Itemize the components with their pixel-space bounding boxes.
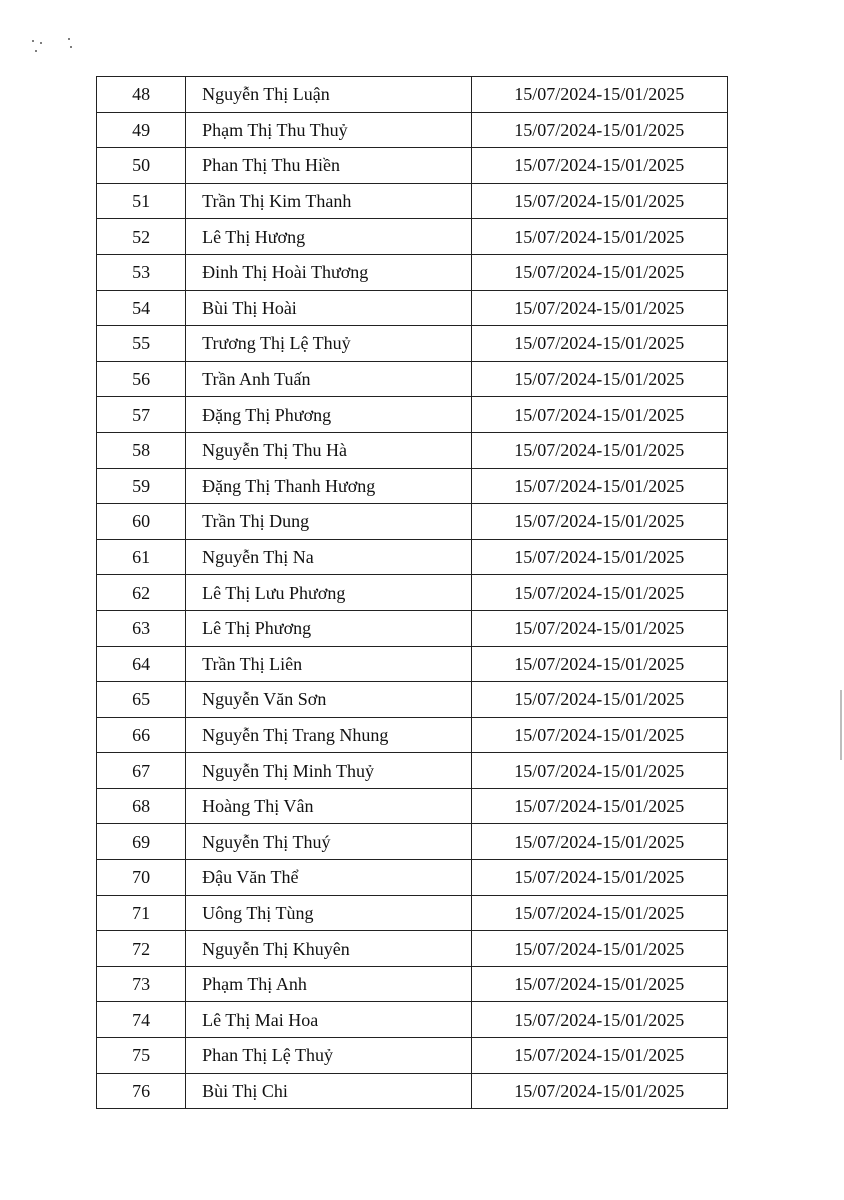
- employee-name: Nguyễn Thị Na: [186, 539, 471, 575]
- employee-name: Nguyễn Thị Trang Nhung: [186, 717, 471, 753]
- employee-name: Trương Thị Lệ Thuỷ: [186, 326, 471, 362]
- table-row: [97, 183, 728, 219]
- employee-name: Đậu Văn Thể: [186, 860, 471, 896]
- date-period: 15/07/2024-15/01/2025: [471, 860, 727, 896]
- date-period: 15/07/2024-15/01/2025: [471, 788, 727, 824]
- date-period: 15/07/2024-15/01/2025: [471, 824, 727, 860]
- employee-name: Nguyễn Thị Thuý: [186, 824, 471, 860]
- table-row: [97, 1002, 728, 1038]
- table-row: [97, 397, 728, 433]
- table-row: [97, 966, 728, 1002]
- date-period: 15/07/2024-15/01/2025: [471, 1002, 727, 1038]
- date-period: 15/07/2024-15/01/2025: [471, 432, 727, 468]
- date-period: 15/07/2024-15/01/2025: [471, 610, 727, 646]
- table-row: [97, 1038, 728, 1074]
- row-number: 53: [97, 254, 186, 290]
- row-number: 48: [97, 77, 186, 113]
- date-period: 15/07/2024-15/01/2025: [471, 966, 727, 1002]
- table-row: [97, 539, 728, 575]
- table-row: [97, 1073, 728, 1109]
- date-period: 15/07/2024-15/01/2025: [471, 326, 727, 362]
- table-row: [97, 717, 728, 753]
- table-row: [97, 326, 728, 362]
- row-number: 75: [97, 1038, 186, 1074]
- employee-name: Nguyễn Thị Khuyên: [186, 931, 471, 967]
- employee-name: Bùi Thị Hoài: [186, 290, 471, 326]
- row-number: 70: [97, 860, 186, 896]
- date-period: 15/07/2024-15/01/2025: [471, 219, 727, 255]
- row-number: 54: [97, 290, 186, 326]
- employee-name: Lê Thị Hương: [186, 219, 471, 255]
- date-period: 15/07/2024-15/01/2025: [471, 575, 727, 611]
- table-row: [97, 824, 728, 860]
- row-number: 71: [97, 895, 186, 931]
- table-row: [97, 77, 728, 113]
- row-number: 60: [97, 504, 186, 540]
- row-number: 52: [97, 219, 186, 255]
- employee-name: Nguyễn Văn Sơn: [186, 682, 471, 718]
- employee-name: Bùi Thị Chi: [186, 1073, 471, 1109]
- date-period: 15/07/2024-15/01/2025: [471, 397, 727, 433]
- table-row: [97, 895, 728, 931]
- table-row: [97, 860, 728, 896]
- table-row: [97, 610, 728, 646]
- row-number: 65: [97, 682, 186, 718]
- row-number: 50: [97, 148, 186, 184]
- table-row: [97, 361, 728, 397]
- row-number: 73: [97, 966, 186, 1002]
- date-period: 15/07/2024-15/01/2025: [471, 717, 727, 753]
- employee-name: Trần Thị Kim Thanh: [186, 183, 471, 219]
- date-period: 15/07/2024-15/01/2025: [471, 682, 727, 718]
- employee-name: Đặng Thị Thanh Hương: [186, 468, 471, 504]
- employee-name: Đặng Thị Phương: [186, 397, 471, 433]
- scan-edge-mark: [840, 690, 842, 760]
- row-number: 56: [97, 361, 186, 397]
- employee-name: Phan Thị Thu Hiền: [186, 148, 471, 184]
- row-number: 59: [97, 468, 186, 504]
- date-period: 15/07/2024-15/01/2025: [471, 290, 727, 326]
- table-row: [97, 112, 728, 148]
- table-row: [97, 646, 728, 682]
- row-number: 49: [97, 112, 186, 148]
- row-number: 63: [97, 610, 186, 646]
- date-period: 15/07/2024-15/01/2025: [471, 895, 727, 931]
- row-number: 62: [97, 575, 186, 611]
- table-row: [97, 468, 728, 504]
- table-row: [97, 432, 728, 468]
- date-period: 15/07/2024-15/01/2025: [471, 361, 727, 397]
- employee-name: Uông Thị Tùng: [186, 895, 471, 931]
- date-period: 15/07/2024-15/01/2025: [471, 468, 727, 504]
- table-body: [97, 77, 728, 1109]
- employee-name: Lê Thị Mai Hoa: [186, 1002, 471, 1038]
- row-number: 72: [97, 931, 186, 967]
- employee-name: Phạm Thị Thu Thuỷ: [186, 112, 471, 148]
- date-period: 15/07/2024-15/01/2025: [471, 112, 727, 148]
- employee-name: Phạm Thị Anh: [186, 966, 471, 1002]
- row-number: 68: [97, 788, 186, 824]
- date-period: 15/07/2024-15/01/2025: [471, 1038, 727, 1074]
- scan-noise-marks: [30, 36, 80, 56]
- table-row: [97, 931, 728, 967]
- employee-name: Phan Thị Lệ Thuỷ: [186, 1038, 471, 1074]
- employee-name: Trần Thị Liên: [186, 646, 471, 682]
- date-period: 15/07/2024-15/01/2025: [471, 183, 727, 219]
- table-row: [97, 753, 728, 789]
- employee-name: Nguyễn Thị Luận: [186, 77, 471, 113]
- date-period: 15/07/2024-15/01/2025: [471, 148, 727, 184]
- date-period: 15/07/2024-15/01/2025: [471, 646, 727, 682]
- row-number: 58: [97, 432, 186, 468]
- employee-name: Lê Thị Lưu Phương: [186, 575, 471, 611]
- employee-period-table: [96, 76, 728, 1109]
- row-number: 69: [97, 824, 186, 860]
- date-period: 15/07/2024-15/01/2025: [471, 931, 727, 967]
- row-number: 61: [97, 539, 186, 575]
- date-period: 15/07/2024-15/01/2025: [471, 77, 727, 113]
- date-period: 15/07/2024-15/01/2025: [471, 539, 727, 575]
- table-row: [97, 575, 728, 611]
- row-number: 76: [97, 1073, 186, 1109]
- table-row: [97, 254, 728, 290]
- employee-name: Hoàng Thị Vân: [186, 788, 471, 824]
- employee-name: Nguyễn Thị Thu Hà: [186, 432, 471, 468]
- row-number: 67: [97, 753, 186, 789]
- employee-name: Lê Thị Phương: [186, 610, 471, 646]
- table-row: [97, 290, 728, 326]
- row-number: 66: [97, 717, 186, 753]
- table-row: [97, 682, 728, 718]
- date-period: 15/07/2024-15/01/2025: [471, 504, 727, 540]
- date-period: 15/07/2024-15/01/2025: [471, 254, 727, 290]
- row-number: 55: [97, 326, 186, 362]
- employee-name: Nguyễn Thị Minh Thuỷ: [186, 753, 471, 789]
- employee-name: Trần Thị Dung: [186, 504, 471, 540]
- row-number: 57: [97, 397, 186, 433]
- date-period: 15/07/2024-15/01/2025: [471, 753, 727, 789]
- employee-name: Trần Anh Tuấn: [186, 361, 471, 397]
- date-period: 15/07/2024-15/01/2025: [471, 1073, 727, 1109]
- table-row: [97, 219, 728, 255]
- employee-name: Đinh Thị Hoài Thương: [186, 254, 471, 290]
- row-number: 64: [97, 646, 186, 682]
- table-row: [97, 788, 728, 824]
- row-number: 51: [97, 183, 186, 219]
- row-number: 74: [97, 1002, 186, 1038]
- table-row: [97, 504, 728, 540]
- table-row: [97, 148, 728, 184]
